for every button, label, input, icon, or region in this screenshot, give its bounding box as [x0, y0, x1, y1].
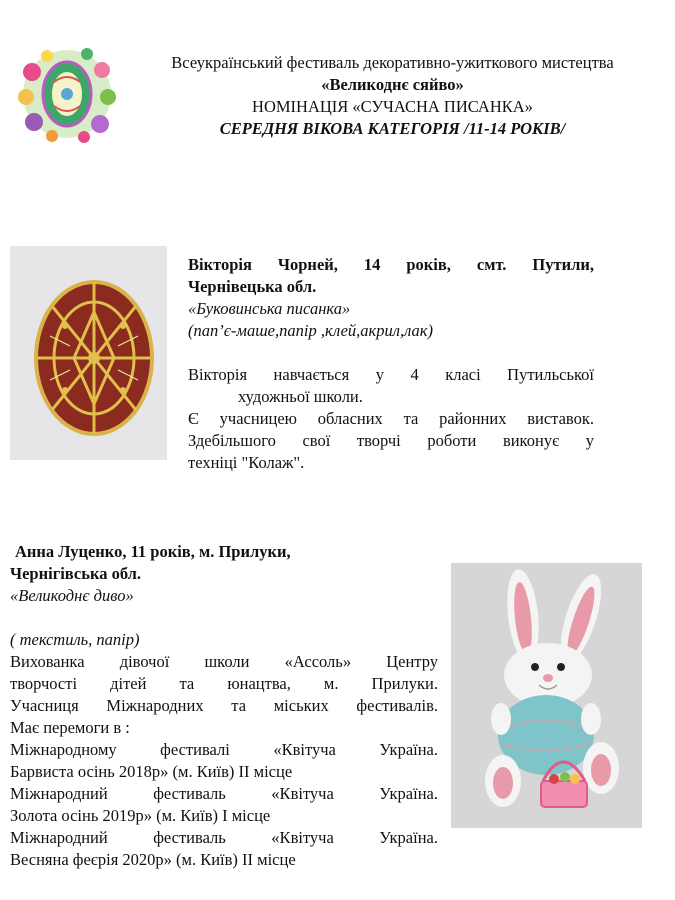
entry-1-name-line2: Чернівецька обл. — [188, 277, 317, 296]
entry-1-bio-line: техніці "Колаж". — [188, 453, 305, 472]
entry-2-bio-line: Учасниця Міжнародних та міських фестивалів. — [10, 696, 438, 715]
festival-header — [120, 52, 665, 140]
entry-2-bio-line: Вихованка дівочої школи «Ассоль» Центру — [10, 652, 438, 671]
entry-2-bio-line: Міжнародному фестивалі «Квітуча Україна. — [10, 740, 438, 759]
entry-1-bio-line: Вікторія навчається у 4 класі Путильської — [188, 365, 594, 384]
entry-2-name-line2: Чернігівська обл. — [10, 564, 142, 583]
entry-2-bio-line: творчості дітей та юнацтва, м. Прилуки. — [10, 674, 438, 693]
entry-2-bio-line: Має перемоги в : — [10, 718, 130, 737]
pysanka-egg-photo — [10, 246, 167, 460]
festival-title: Всеукраїнський фестиваль декоративно-ужиткового мистецтва — [171, 53, 614, 72]
entry-1-materials: (пап’є-маше,папір ,клей,акрил,лак) — [188, 321, 433, 340]
entry-2-name-line1: Анна Луценко, 11 років, м. Прилуки, — [15, 542, 291, 561]
entry-2-bio-line: Весняна феєрія 2020р» (м. Київ) ІІ місце — [10, 850, 296, 869]
entry-1-name — [188, 254, 594, 298]
entry-1-title: «Буковинська писанка» — [188, 299, 351, 318]
entry-2 — [10, 541, 438, 871]
entry-2-bio — [10, 651, 438, 871]
nomination: НОМІНАЦІЯ «СУЧАСНА ПИСАНКА» — [252, 97, 533, 116]
entry-2-bio-line: Міжнародний фестиваль «Квітуча Україна. — [10, 828, 438, 847]
entry-2-bio-line: Барвиста осінь 2018р» (м. Київ) ІІ місце — [10, 762, 293, 781]
entry-1-name-line1: Вікторія Чорней, 14 років, смт. Путили, — [188, 255, 594, 274]
festival-logo — [12, 42, 122, 146]
entry-1 — [188, 254, 594, 474]
entry-2-name — [10, 541, 438, 585]
entry-1-bio-line: Здебільшого свої творчі роботи виконує у — [188, 431, 594, 450]
easter-bunny-photo — [451, 563, 642, 828]
entry-2-bio-line: Золота осінь 2019р» (м. Київ) І місце — [10, 806, 271, 825]
entry-1-bio-line: художньої школи. — [238, 387, 363, 406]
entry-1-bio — [188, 364, 594, 474]
entry-2-bio-line: Міжнародний фестиваль «Квітуча Україна. — [10, 784, 438, 803]
age-category: СЕРЕДНЯ ВІКОВА КАТЕГОРІЯ /11-14 РОКІВ/ — [219, 119, 566, 138]
entry-2-materials: ( текстиль, папір) — [10, 630, 140, 649]
entry-1-bio-line: Є учасницею обласних та районних виставок. — [188, 409, 594, 428]
festival-name: «Великоднє сяйво» — [321, 75, 464, 94]
entry-2-title: «Великоднє диво» — [10, 586, 134, 605]
